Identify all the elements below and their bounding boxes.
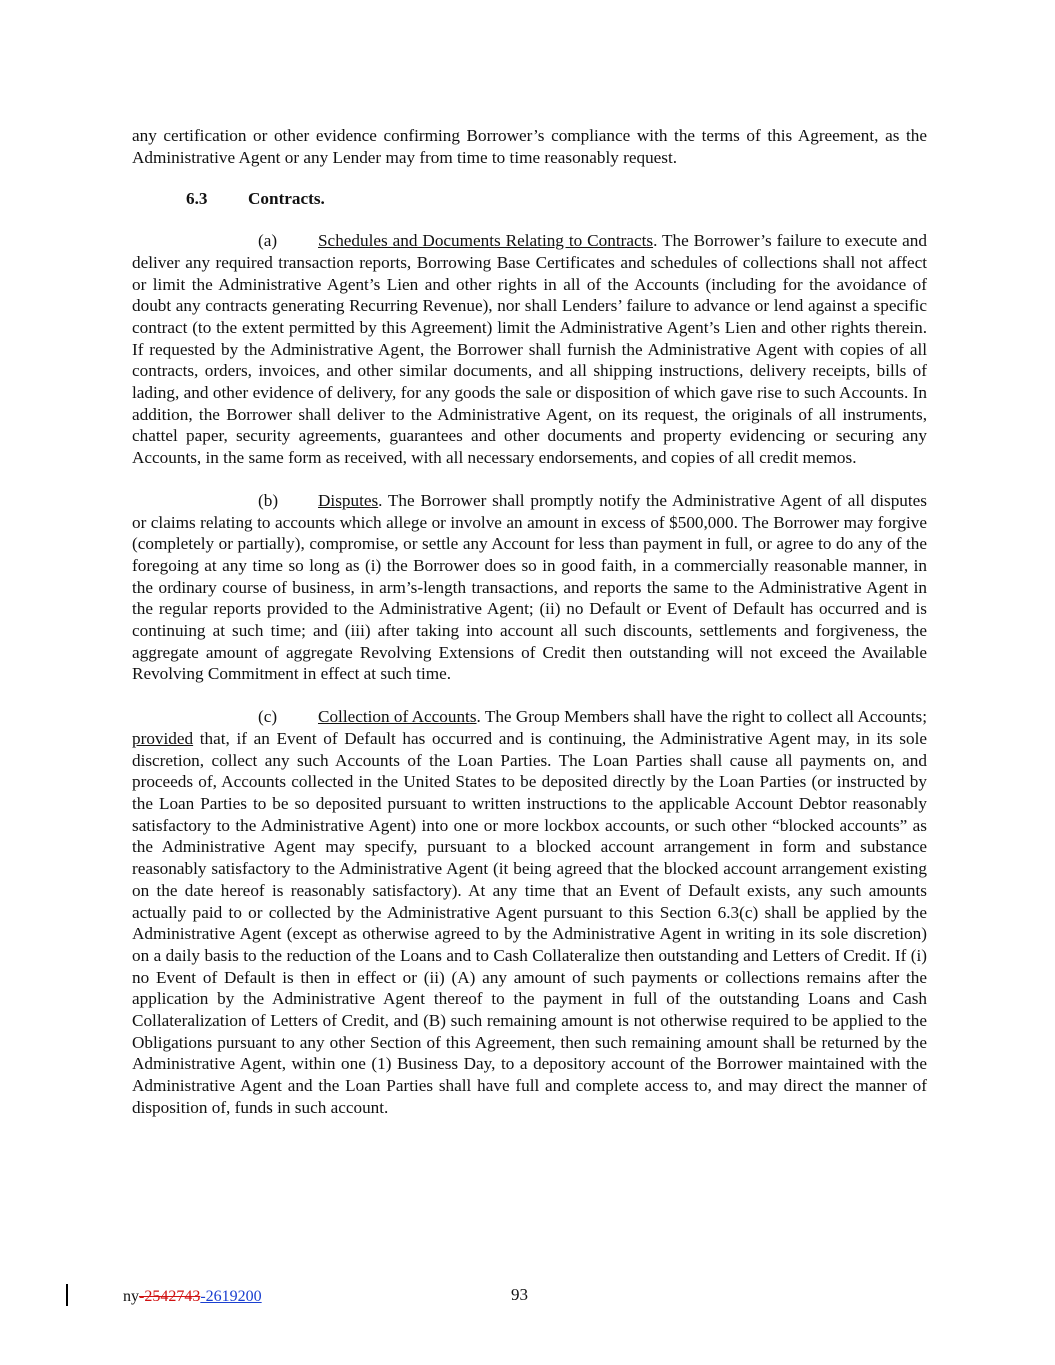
paragraph-a-label: (a) — [258, 231, 278, 251]
paragraph-c-text-2: that, if an Event of Default has occurred and is continuing, the Administrative Agent may, in its sole discretion, collect any such Accounts of the Loan Parties. The Loan Parties shall cause all payments on, and proceeds of, Accounts collected in the United States to be deposited directly by the Loan Parties (or instructed by the Loan Parties to be so deposited pursuant to written instructions to the applicable Account Debtor reasonably satisfactory to the Administrative Agent) into one or more lockbox accounts, or such other “blocked accounts” as the Administrative Agent may specify, pursuant to a blocked account arrangement in form and substance reasonably satisfactory to the Administrative Agent (it being agreed that the blocked account arrangement existing on the date hereof is reasonably satisfactory). At any time that an Event of Default exists, any such amounts actually paid to or collected by the Administrative Agent pursuant to this Section 6.3(c) shall be applied by the Administrative Agent (except as otherwise agreed to by the Administrative Agent in writing in its sole discretion) on a daily basis to the reduction of the Loans and to Cash Collateralize then outstanding and Letters of Credit. If (i) no Event of Default is then in effect or (ii) (A) any amount of such payments or collections remains after the application by the Administrative Agent thereof to the payment in full of the outstanding Loans and Cash Collateralization of Letters of Credit, and (B) such remaining amount is not otherwise required to be applied to the Obligations pursuant to any other Section of this Agreement, then such remaining amount shall be returned by the Administrative Agent, within one (1) Business Day, to a depository account of the Borrower maintained with the Administrative Agent and the Loan Parties shall have full and complete access to, and may direct the manner of disposition of, funds in such account. — [132, 728, 927, 1117]
section-number: 6.3 — [186, 189, 208, 209]
provided-term: provided — [132, 728, 194, 748]
page-number: 93 — [511, 1285, 528, 1304]
page-footer — [0, 1284, 1055, 1314]
paragraph-b-text: . The Borrower shall promptly notify the Administrative Agent of all disputes or claims relating to accounts which allege or involve an amount in excess of $500,000. The Borrower may forgive (completely or partially), compromise, or settle any Account for less than payment in full, or agree to do any of the foregoing at any time so long as (i) the Borrower does so in good faith, in a commercially reasonable manner, in the ordinary course of business, in arm’s-length transactions, and reports the same to the Administrative Agent in the regular reports provided to the Administrative Agent; (ii) no Default or Event of Default has occurred and is continuing at such time; and (iii) after taking into account all such discounts, settlements and forgiveness, the aggregate amount of aggregate Revolving Extensions of Credit then outstanding will not exceed the Available Revolving Commitment in effect at such time. — [132, 490, 927, 684]
doc-id-inserted: -2619200 — [200, 1288, 262, 1305]
paragraph-c-label: (c) — [258, 707, 278, 727]
document-body — [132, 125, 927, 1140]
doc-id-deleted: -2542743 — [139, 1288, 201, 1305]
paragraph-a-heading: Schedules and Documents Relating to Contracts — [318, 231, 654, 251]
section-heading — [186, 188, 927, 210]
paragraph-c-text-1: . The Group Members shall have the right to collect all Accounts; — [476, 707, 928, 727]
paragraph-a-text: . The Borrower’s failure to execute and deliver any required transaction reports, Borrowing Base Certificates and schedules of collections shall not affect or limit the Administrative Agent’s Lien and other rights in all of the Accounts (including for the avoidance of doubt any contracts generating Recurring Revenue), nor shall Lenders’ failure to advance or lend against a specific contract (to the extent permitted by this Agreement) limit the Administrative Agent’s Lien and other rights therein. If requested by the Administrative Agent, the Borrower shall furnish the Administrative Agent with copies of all contracts, orders, invoices, and other similar documents, and all shipping instructions, delivery receipts, bills of lading, and other evidence of delivery, for any goods the sale or disposition of which gave rise to such Accounts. In addition, the Borrower shall deliver to the Administrative Agent, on its request, the originals of all instruments, chattel paper, security agreements, guarantees and other documents and property evidencing or securing any Accounts, in the same form as received, with all necessary endorsements, and copies of all credit memos. — [132, 231, 927, 468]
paragraph-b-label: (b) — [258, 490, 279, 510]
document-id — [123, 1286, 262, 1308]
paragraph-c — [132, 706, 927, 1118]
paragraph-b-heading: Disputes — [318, 490, 379, 510]
paragraph-a — [132, 230, 927, 469]
paragraph-c-heading: Collection of Accounts — [318, 707, 477, 727]
intro-paragraph: any certification or other evidence confirming Borrower’s compliance with the terms of this Agreement, as the Administrative Agent or any Lender may from time to time reasonably request. — [132, 126, 927, 167]
section-title: Contracts. — [248, 189, 325, 209]
change-bar — [66, 1284, 68, 1306]
doc-id-prefix: ny — [123, 1288, 139, 1305]
paragraph-b — [132, 490, 927, 685]
